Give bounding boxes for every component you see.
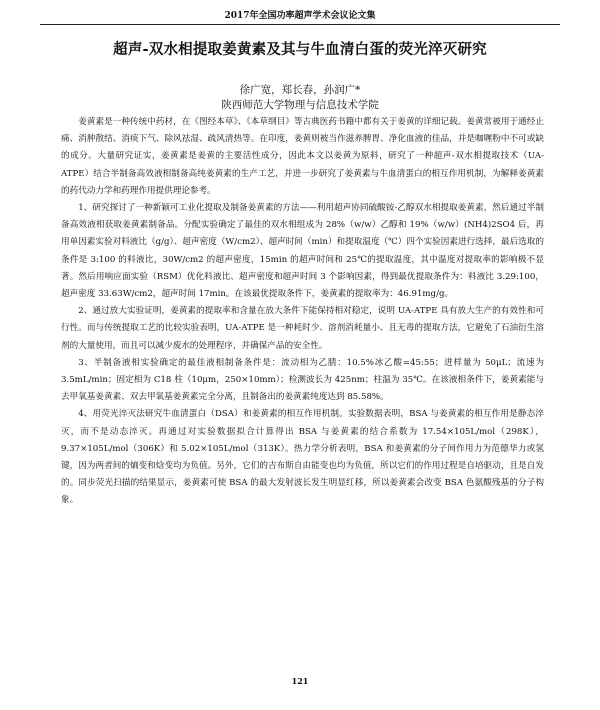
abstract-body (61, 114, 544, 510)
authors: 徐广宽，郑长春，孙润广* (239, 84, 361, 96)
paper-title: 超声-双水相提取姜黄素及其与牛血清白蛋的荧光淬灭研究 (113, 42, 487, 58)
paragraph-finding-4: 4、用荧光淬灭法研究牛血清蛋白（DSA）和姜黄素的相互作用机制。实验数据表明，BSA 与姜黄素的相互作用是静态淬灭，而不是动态淬灭。再通过对实验数据拟合计算得出 BSA 与姜黄素的结合系数为 17.54×105L/mol（298K），9.37×105L/mol（306K）和 5.02×105L/mol（313K）。热力学分析表明，BSA 和姜黄素的分子间作用力为范德华力或氢键，因为两者间的熵变和焓变均为负值。另外，它们的吉布斯自由能变也均为负值，所以它们的作用过程是自培驱动，且是自发的。同步荧光扫描的结果显示，姜黄素可使 BSA 的最大发射波长发生明显红移，所以姜黄素会改变 BSA 色氨酸残基的分子构象。 (61, 409, 544, 506)
paragraph-finding-3: 3、半制备液相实验确定的最佳液相制备条件是：流动相为乙腈：10.5%冰乙酸=45:55；进样量为 50μL；流速为 3.5mL/min；固定相为 C18 柱（10μm，250×10mm）；检测波长为 425nm；柱温为 35℃。在该液相条件下，姜黄素能与去甲氧基姜黄素、双去甲氧基姜黄素完全分离，且制备出的姜黄素纯度达到 85.58%。 (61, 357, 544, 403)
paragraph-finding-1: 1、研究探讨了一种新颖可工业化提取及制备姜黄素的方法——利用超声协同硫酸铵-乙醇双水相提取姜黄素，然后通过半制备高效液相获取姜黄素制备品。分配实验确定了最佳的双水相组成为 28%（w/w）乙醇和 19%（w/w）(NH4)2SO4 后，再用单因素实验对料液比（g/g）、超声密度（W/cm2）、超声时间（min）和提取温度（℃）四个实验因素进行选择，最后选取的条件是 3:100 的料液比，30W/cm2 的超声密度，15min 的超声时间和 25℃的提取温度，其中温度对提取率的影响极不显著。然后用响应面实验（RSM）优化料液比、超声密度和超声时间 3 个影响因素，得到最优提取条件为：料液比 3.29:100，超声密度 33.63W/cm2，超声时间 17min。在该最优提取条件下，姜黄素的提取率为：46.91mg/g。 (61, 203, 544, 300)
running-header: 2017年全国功率超声学术会议论文集 (40, 8, 560, 25)
paragraph-finding-2: 2、通过放大实验证明，姜黄素的提取率和含量在放大条件下能保持相对稳定，说明 UA-ATPE 具有放大生产的有效性和可行性。而与传统提取工艺的比较实验表明，UA-ATPE 是一种耗时少、溶剂消耗量小、且无毒的提取方法，它避免了石油衍生溶剂的大量使用，而且可以减少废水的处理程序，并确保产品的安全性。 (61, 306, 544, 351)
page-number: 121 (291, 676, 309, 686)
paragraph-intro: 姜黄素是一种传统中药材，在《图经本草》、《本草纲目》等古典医药书籍中都有关于姜黄的详细记载。姜黄常被用于通经止痛、消肿散结、消痰下气、除风祛湿、疏风清热等。在印度，姜黄则被当作滋养脾胃、净化血液的佳品，并是咖喱粉中不可或缺的成分。大量研究证实，姜黄素是姜黄的主要活性成分，因此本文以姜黄为原料，研究了一种超声-双水相提取技术（UA-ATPE）结合半制备高效液相制备高纯姜黄素的生产工艺，并进一步研究了姜黄素与牛血清蛋白的相互作用机制，为解释姜黄素的药代动力学和药理作用提供理论参考。 (61, 117, 544, 196)
affiliation: 陕西师范大学物理与信息技术学院 (221, 99, 379, 111)
